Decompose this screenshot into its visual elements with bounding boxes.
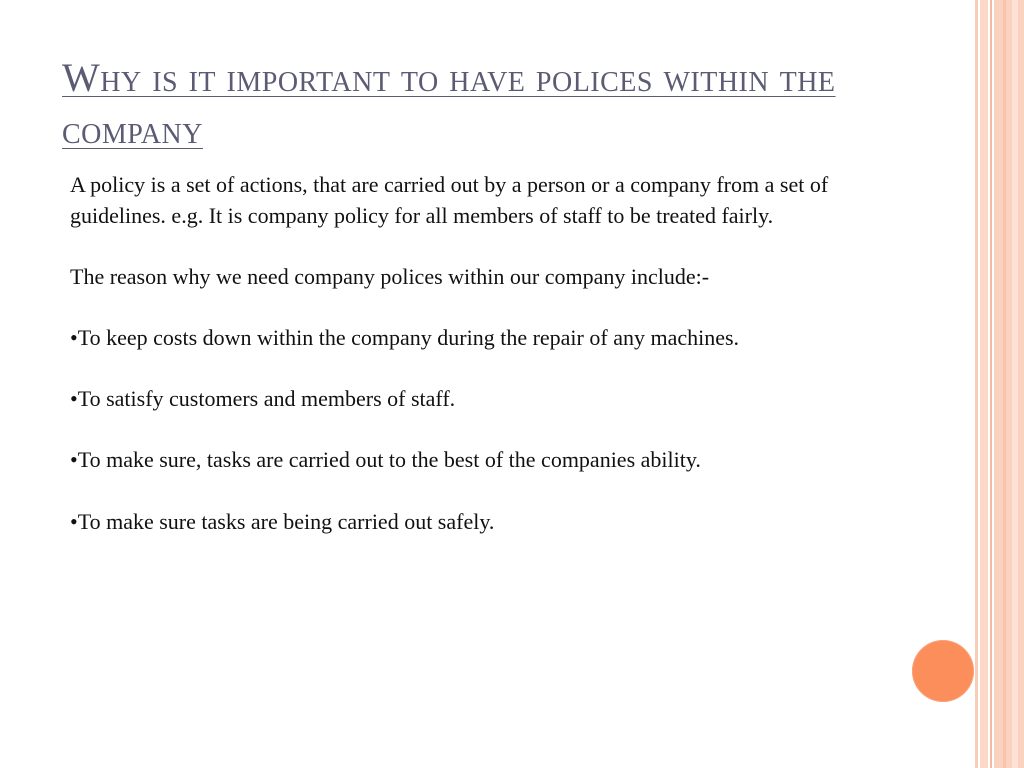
intro-paragraph: A policy is a set of actions, that are carried out by a person or a company from a set of guidelines. e.g. It is company policy for all members of staff to be treated fairly. — [70, 172, 829, 228]
bullet-item: •To keep costs down within the company during the repair of any machines. — [70, 324, 740, 350]
bullet-item: •To satisfy customers and members of staff. — [70, 386, 456, 412]
reason-heading: The reason why we need company polices within our company include:- — [70, 263, 710, 289]
slide-body — [70, 170, 860, 537]
decorative-stripe — [994, 0, 1024, 768]
slide-title — [62, 52, 892, 156]
decorative-stripe — [990, 0, 992, 768]
decorative-stripe — [980, 0, 988, 768]
decorative-stripe — [1003, 0, 1006, 768]
decorative-stripe — [1012, 0, 1018, 768]
decorative-circle — [912, 640, 974, 702]
slide-title-text: Why is it important to have polices within the company — [62, 55, 836, 152]
bullet-item: •To make sure tasks are being carried out safely. — [70, 508, 495, 534]
bullet-item: •To make sure, tasks are carried out to the best of the companies ability. — [70, 447, 701, 473]
decorative-stripe — [975, 0, 978, 768]
